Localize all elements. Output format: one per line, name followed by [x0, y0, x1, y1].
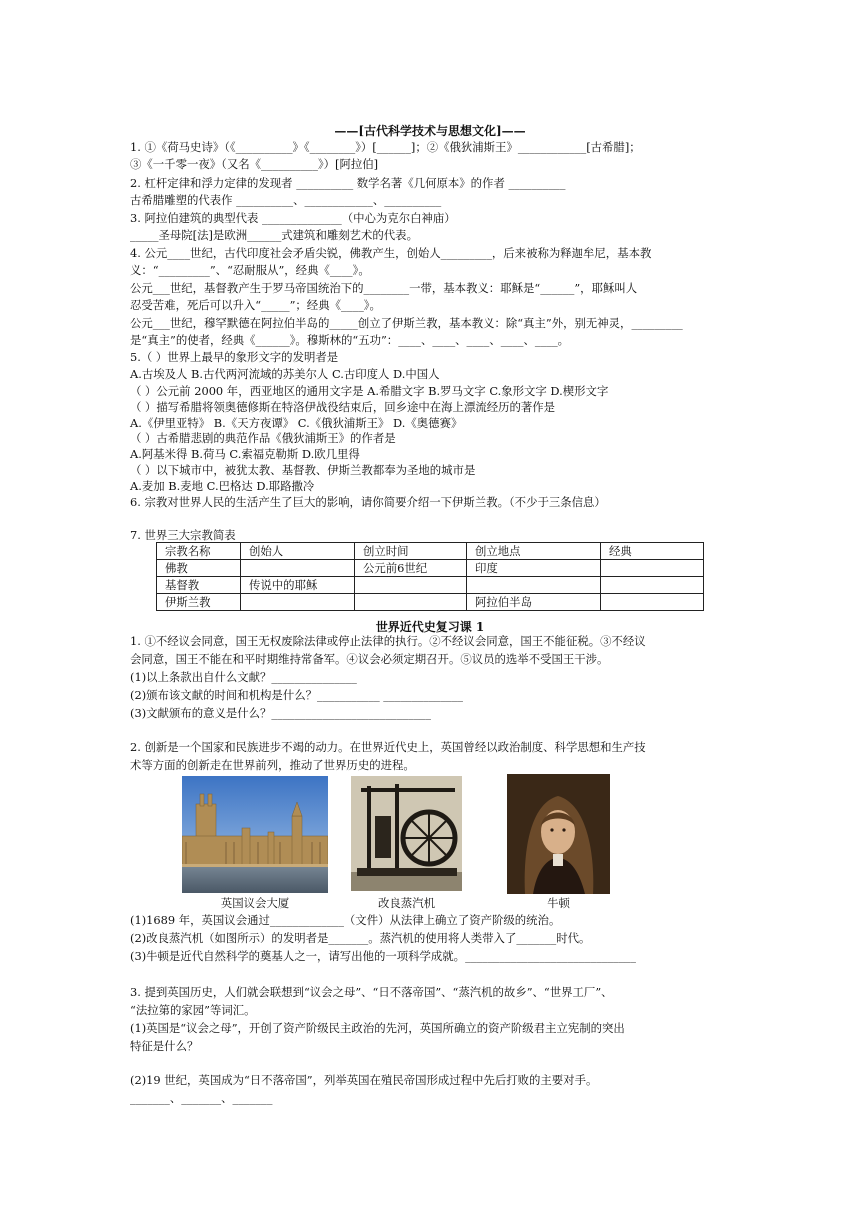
question-options: A.阿基米得 B.荷马 C.索福克勒斯 D.欧几里得 — [130, 447, 360, 461]
newton-portrait-image — [507, 774, 610, 894]
parliament-caption: 英国议会大厦 — [220, 896, 290, 910]
text-line: 4. 公元____世纪，古代印度社会矛盾尖锐，佛教产生，创始人_________，后来被称为释迦牟尼，基本教 — [130, 246, 652, 260]
text-line: 3. 阿拉伯建筑的典型代表 ______________（中心为克尔白神庙） — [130, 211, 456, 225]
question-text: （ ）古希腊悲剧的典范作品《俄狄浦斯王》的作者是 — [130, 431, 396, 445]
text-line: (2)19 世纪，英国成为“日不落帝国”，列举英国在殖民帝国形成过程中先后打败的主要对手。 — [130, 1073, 598, 1087]
question-text: （ ）描写希腊将领奥德修斯在特洛伊战役结束后，回乡途中在海上漂流经历的著作是 — [130, 400, 556, 414]
question-5: 5.（ ）世界上最早的象形文字的发明者是 — [130, 350, 339, 364]
steam-engine-image — [351, 776, 462, 891]
text-line: 特征是什么？ — [130, 1039, 199, 1053]
table-header-cell: 创立时间 — [355, 543, 467, 560]
text-line: “法拉第的家园”等词汇。 — [130, 1003, 256, 1017]
religion-table — [156, 542, 704, 611]
text-line: (3)文献颁布的意义是什么？____________________________ — [130, 706, 431, 720]
table-header-cell: 创立地点 — [467, 543, 601, 560]
text-line: 3. 提到英国历史，人们就会联想到“议会之母”、“日不落帝国”、“蒸汽机的故乡”、“世界工厂”、 — [130, 985, 613, 999]
text-line: 古希腊雕塑的代表作 __________、____________、__________ — [130, 193, 442, 207]
text-line: 公元___世纪，基督教产生于罗马帝国统治下的________一带，基本教义：耶稣是“______”，耶稣叫人 — [130, 281, 638, 295]
table-cell: 基督教 — [157, 577, 241, 594]
text-line: (1)英国是“议会之母”，开创了资产阶级民主政治的先河，英国所确立的资产阶级君主立宪制的突出 — [130, 1021, 625, 1035]
question-options: A.《伊里亚特》 B.《天方夜谭》 C.《俄狄浦斯王》 D.《奥德赛》 — [130, 416, 463, 430]
table-cell — [355, 594, 467, 611]
table-cell — [467, 577, 601, 594]
parliament-image — [182, 776, 328, 893]
table-header-cell: 经典 — [601, 543, 704, 560]
text-line: 公元___世纪，穆罕默德在阿拉伯半岛的_____创立了伊斯兰教，基本教义：除“真主”外，别无神灵，_________ — [130, 316, 683, 330]
table-cell: 阿拉伯半岛 — [467, 594, 601, 611]
text-line: 2. 创新是一个国家和民族进步不竭的动力。在世界近代史上，英国曾经以政治制度、科学思想和生产技 — [130, 740, 646, 754]
text-line: _____圣母院[法]是欧洲______式建筑和雕刻艺术的代表。 — [130, 228, 418, 242]
text-line: (2)改良蒸汽机（如图所示）的发明者是_______。蒸汽机的使用将人类带入了_______时代。 — [130, 931, 591, 945]
table-cell: 公元前6世纪 — [355, 560, 467, 577]
text-line: (1)1689 年，英国议会通过_____________（文件）从法律上确立了资产阶级的统治。 — [130, 913, 561, 927]
text-line: (1)以上条款出自什么文献？_______________ — [130, 670, 357, 684]
table-header-row — [157, 543, 704, 560]
text-line: (3)牛顿是近代自然科学的奠基人之一，请写出他的一项科学成就。______________________________ — [130, 949, 636, 963]
table-cell — [241, 594, 355, 611]
section-title-ancient: ——[古代科学技术与思想文化]—— — [334, 124, 526, 138]
table-cell: 佛教 — [157, 560, 241, 577]
table-cell: 传说中的耶稣 — [241, 577, 355, 594]
text-line: 1. ①不经议会同意，国王无权废除法律或停止法律的执行。②不经议会同意，国王不能征税。③不经议 — [130, 634, 646, 648]
table-header-cell: 创始人 — [241, 543, 355, 560]
table-caption: 7. 世界三大宗教简表 — [130, 528, 236, 542]
question-6: 6. 宗教对世界人民的生活产生了巨大的影响，请你简要介绍一下伊斯兰教。（不少于三条信息） — [130, 495, 606, 509]
text-line: 是“真主”的使者，经典《______》。穆斯林的“五功”：____、____、____、____、____。 — [130, 333, 570, 347]
text-line: 术等方面的创新走在世界前列，推动了世界历史的进程。 — [130, 758, 415, 772]
text-line: 义：“_________”、“忍耐服从”，经典《____》。 — [130, 263, 370, 277]
question-text: （ ）公元前 2000 年，西亚地区的通用文字是 A.希腊文字 B.罗马文字 C.象形文字 D.楔形文字 — [130, 384, 609, 398]
table-header-cell: 宗教名称 — [157, 543, 241, 560]
text-line: 2. 杠杆定律和浮力定律的发现者 __________ 数学名著《几何原本》的作者 __________ — [130, 176, 566, 190]
question-options: A.麦加 B.麦地 C.巴格达 D.耶路撒冷 — [130, 479, 315, 493]
table-row — [157, 594, 704, 611]
table-row — [157, 560, 704, 577]
text-line: 忍受苦难，死后可以升入“_____”；经典《____》。 — [130, 298, 381, 312]
text-line: 1. ①《荷马史诗》（《__________》《________》）[______]；②《俄狄浦斯王》____________[古希腊]； — [130, 140, 641, 154]
section-title-modern: 世界近代史复习课 1 — [375, 620, 485, 634]
text-line: 会同意，国王不能在和平时期维持常备军。④议会必须定期召开。⑤议员的选举不受国王干涉。 — [130, 652, 609, 666]
question-text: （ ）以下城市中，被犹太教、基督教、伊斯兰教都奉为圣地的城市是 — [130, 463, 476, 477]
table-cell — [601, 594, 704, 611]
steam-engine-caption: 改良蒸汽机 — [378, 896, 435, 910]
table-cell — [601, 560, 704, 577]
text-line: ③《一千零一夜》（又名《__________》）[阿拉伯] — [130, 157, 379, 171]
text-line: _______、_______、_______ — [130, 1091, 273, 1105]
newton-caption: 牛顿 — [547, 896, 570, 910]
table-cell — [601, 577, 704, 594]
table-cell: 伊斯兰教 — [157, 594, 241, 611]
text-line: (2)颁布该文献的时间和机构是什么？___________ ______________ — [130, 688, 463, 702]
table-cell — [355, 577, 467, 594]
table-cell — [241, 560, 355, 577]
question-options: A.古埃及人 B.古代两河流域的苏美尔人 C.古印度人 D.中国人 — [130, 367, 440, 381]
table-cell: 印度 — [467, 560, 601, 577]
table-row — [157, 577, 704, 594]
